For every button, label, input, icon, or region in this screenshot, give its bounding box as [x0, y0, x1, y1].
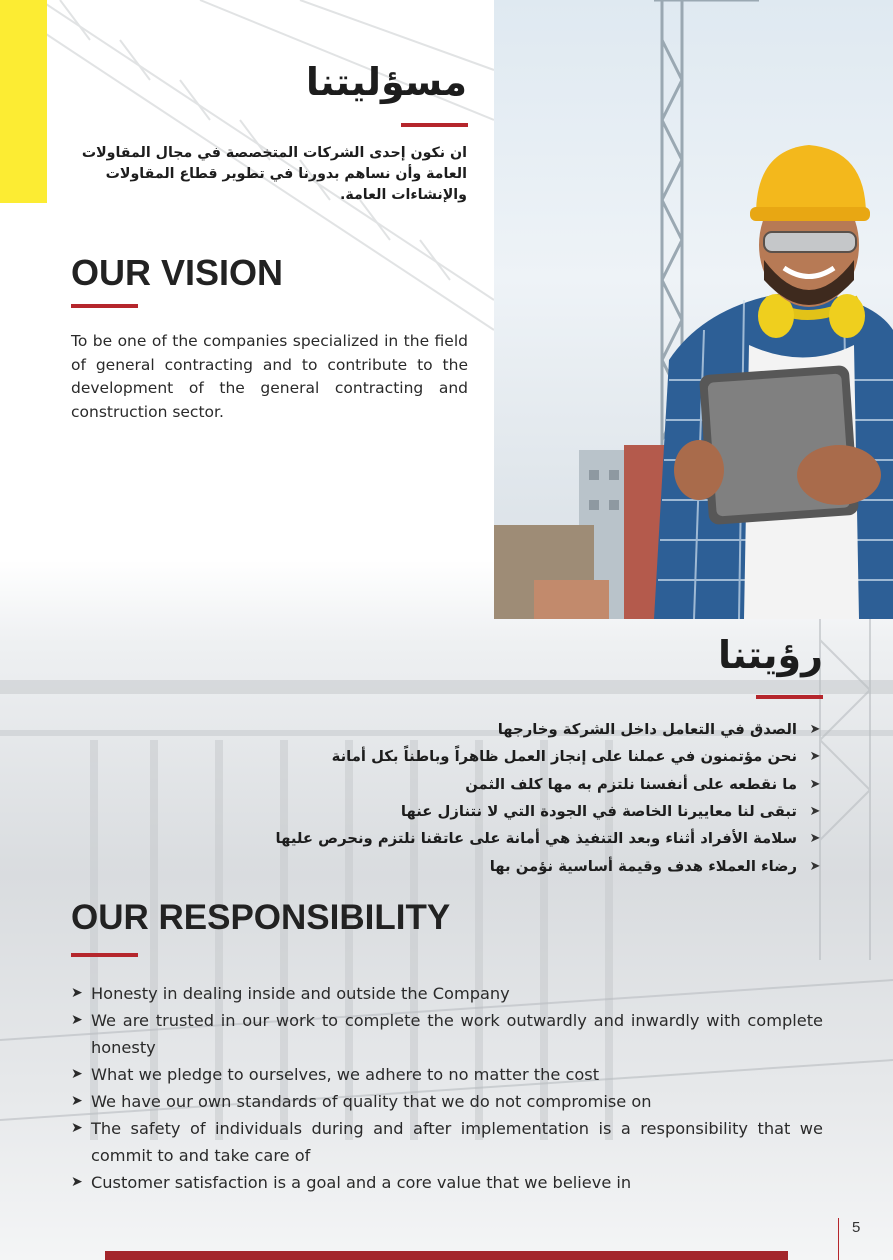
- arrow-bullet-icon: ➤: [809, 749, 821, 765]
- list-item: ➤ Honesty in dealing inside and outside the Company: [71, 980, 823, 1007]
- arabic-responsibility-title: مسؤليتنا: [305, 60, 467, 104]
- responsibility-title: OUR RESPONSIBILITY: [71, 898, 451, 937]
- list-item: ➤ Customer satisfaction is a goal and a core value that we believe in: [71, 1169, 823, 1196]
- title-underline: [71, 304, 138, 308]
- yellow-accent-bar: [0, 0, 47, 203]
- list-item: ➤ تبقى لنا معاييرنا الخاصة في الجودة التي لا نتنازل عنها: [183, 798, 823, 825]
- arrow-bullet-icon: ➤: [71, 1093, 83, 1109]
- arabic-vision-list: [183, 716, 823, 880]
- title-underline: [756, 695, 823, 699]
- arabic-responsibility-text: ان نكون إحدى الشركات المتخصصة في مجال المقاولات العامة وأن نساهم بدورنا في تطوير قطاع المقاولات والإنشاءات العامة.: [81, 145, 467, 203]
- page-number-divider: [838, 1218, 839, 1260]
- arrow-bullet-icon: ➤: [809, 858, 821, 874]
- title-underline: [401, 123, 468, 127]
- vision-text: To be one of the companies specialized in the field of general contracting and to contribute to the development of the general contracting and construction sector.: [71, 332, 468, 421]
- list-item: ➤ ما نقطعه على أنفسنا نلتزم به مها كلف الثمن: [183, 771, 823, 798]
- list-item: ➤ The safety of individuals during and after implementation is a responsibility that we commit to and take care of: [71, 1115, 823, 1169]
- list-item: ➤ الصدق في التعامل داخل الشركة وخارجها: [183, 716, 823, 743]
- arrow-bullet-icon: ➤: [71, 1066, 83, 1082]
- page-number: 5: [852, 1219, 861, 1236]
- arrow-bullet-icon: ➤: [809, 831, 821, 847]
- title-underline: [71, 953, 138, 957]
- arabic-vision-title: رؤيتنا: [717, 633, 823, 677]
- arrow-bullet-icon: ➤: [809, 776, 821, 792]
- worker-with-tablet-photo: [494, 0, 893, 619]
- responsibility-list: [71, 980, 823, 1196]
- arrow-bullet-icon: ➤: [809, 722, 821, 738]
- arrow-bullet-icon: ➤: [809, 804, 821, 820]
- footer-bar: [105, 1251, 788, 1260]
- list-item: ➤ We have our own standards of quality that we do not compromise on: [71, 1088, 823, 1115]
- list-item: ➤ نحن مؤتمنون في عملنا على إنجاز العمل ظاهراً وباطناً بكل أمانة: [183, 743, 823, 770]
- list-item: ➤ We are trusted in our work to complete the work outwardly and inwardly with complete honesty: [71, 1007, 823, 1061]
- list-item: ➤ سلامة الأفراد أثناء وبعد التنفيذ هي أمانة على عاتقنا نلتزم ونحرص عليها: [183, 825, 823, 852]
- list-item: ➤ What we pledge to ourselves, we adhere to no matter the cost: [71, 1061, 823, 1088]
- list-item: ➤ رضاء العملاء هدف وقيمة أساسية نؤمن بها: [183, 852, 823, 879]
- arrow-bullet-icon: ➤: [71, 1120, 83, 1136]
- vision-title: OUR VISION: [71, 252, 284, 293]
- arrow-bullet-icon: ➤: [71, 1174, 83, 1190]
- arrow-bullet-icon: ➤: [71, 1012, 83, 1028]
- arrow-bullet-icon: ➤: [71, 985, 83, 1001]
